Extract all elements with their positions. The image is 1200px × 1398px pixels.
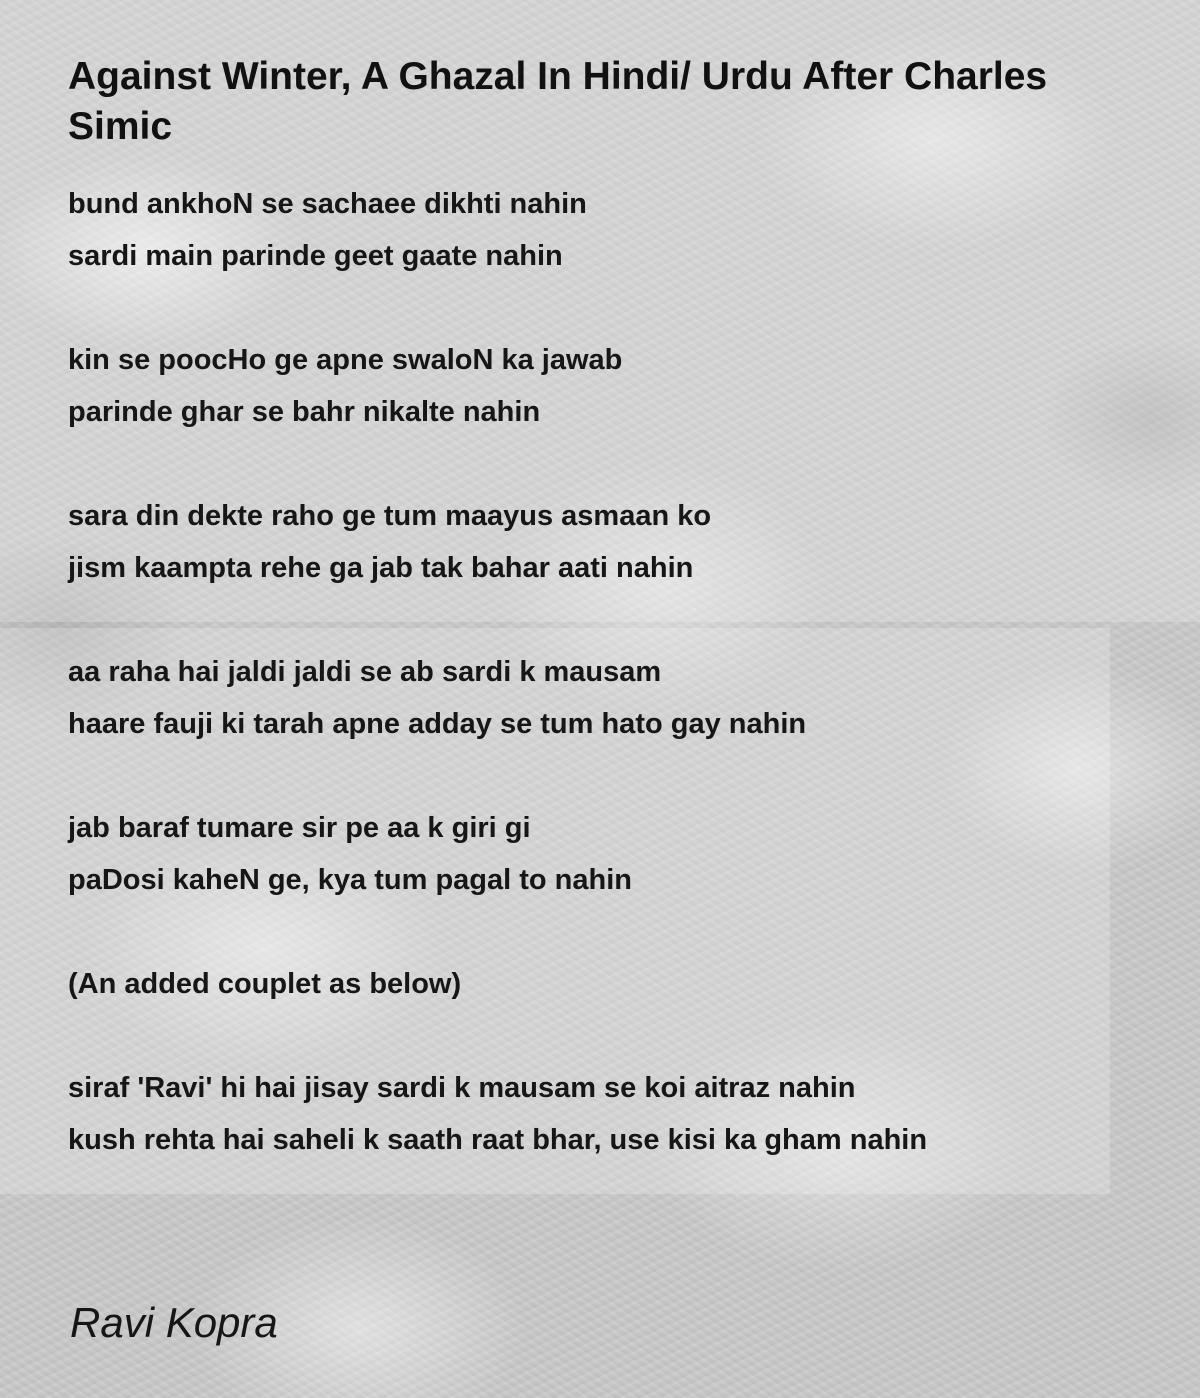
poem-author: Ravi Kopra bbox=[70, 1299, 278, 1346]
poem-line: kin se poocHo ge apne swaloN ka jawab bbox=[68, 344, 623, 376]
poem-line: parinde ghar se bahr nikalte nahin bbox=[68, 396, 541, 428]
stanza bbox=[68, 1062, 1148, 1166]
stanza bbox=[68, 490, 1148, 594]
stanza bbox=[68, 178, 1148, 282]
stanza bbox=[68, 802, 1148, 906]
poem-container bbox=[68, 52, 1148, 1218]
stanza bbox=[68, 334, 1148, 438]
poem-body bbox=[68, 178, 1148, 1166]
stanza bbox=[68, 646, 1148, 750]
poem-note-line: (An added couplet as below) bbox=[68, 968, 462, 1000]
poem-line: sardi main parinde geet gaate nahin bbox=[68, 240, 563, 272]
poem-line: siraf 'Ravi' hi hai jisay sardi k mausam se koi aitraz nahin bbox=[68, 1072, 856, 1104]
poem-title: Against Winter, A Ghazal In Hindi/ Urdu After Charles Simic bbox=[68, 55, 1048, 148]
poem-line: jism kaampta rehe ga jab tak bahar aati nahin bbox=[68, 552, 694, 584]
stanza-note bbox=[68, 958, 1148, 1010]
poem-line: bund ankhoN se sachaee dikhti nahin bbox=[68, 188, 587, 220]
poem-line: kush rehta hai saheli k saath raat bhar, use kisi ka gham nahin bbox=[68, 1124, 928, 1156]
poem-line: paDosi kaheN ge, kya tum pagal to nahin bbox=[68, 864, 633, 896]
poem-line: sara din dekte raho ge tum maayus asmaan ko bbox=[68, 500, 712, 532]
poem-line: aa raha hai jaldi jaldi se ab sardi k mausam bbox=[68, 656, 662, 688]
poem-line: jab baraf tumare sir pe aa k giri gi bbox=[68, 812, 531, 844]
poem-line: haare fauji ki tarah apne adday se tum hato gay nahin bbox=[68, 708, 807, 740]
